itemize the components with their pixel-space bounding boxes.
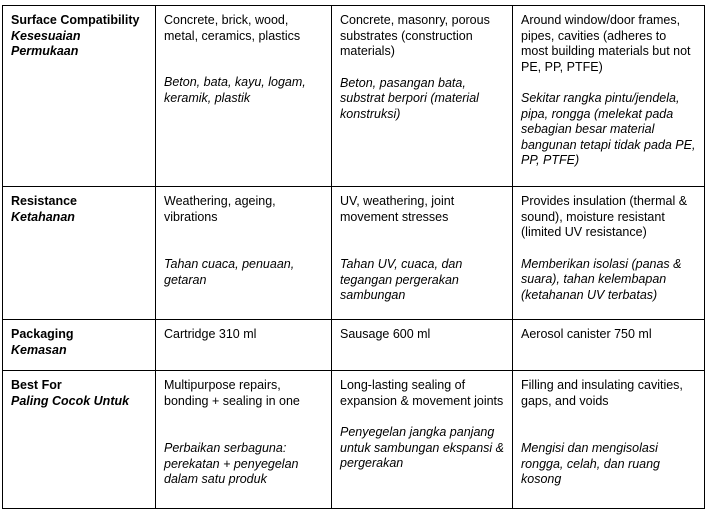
comparison-table [2, 5, 705, 509]
table-cell [513, 187, 705, 320]
cell-text-en: Filling and insulating cavities, gaps, and voids [521, 378, 683, 408]
table-cell [332, 320, 513, 371]
row-header-cell [3, 320, 156, 371]
row-header-en: Surface Compatibility [11, 13, 140, 27]
cell-text-id: Beton, bata, kayu, logam, keramik, plastik [164, 75, 306, 105]
table-cell [513, 6, 705, 187]
table-cell [513, 320, 705, 371]
row-header-id: Kesesuaian Permukaan [11, 28, 81, 58]
table-cell [156, 187, 332, 320]
row-header-cell [3, 187, 156, 320]
table-cell [156, 6, 332, 187]
cell-text-en: Concrete, masonry, porous substrates (construction materials) [340, 13, 490, 58]
cell-text-id: Beton, pasangan bata, substrat berpori (material konstruksi) [340, 75, 479, 121]
cell-text-id: Tahan UV, cuaca, dan tegangan pergerakan sambungan [340, 257, 463, 302]
cell-text-en: Long-lasting sealing of expansion & movement joints [340, 378, 504, 408]
cell-text-en: Sausage 600 ml [340, 327, 431, 341]
row-header-en: Resistance [11, 194, 78, 208]
table-row-surface-compatibility [3, 6, 705, 187]
cell-text-id: Penyegelan jangka panjang untuk sambungan ekspansi & pergerakan [340, 425, 504, 470]
row-header-id: Paling Cocok Untuk [11, 393, 130, 408]
row-header-en: Packaging [11, 327, 74, 341]
cell-text-en: Aerosol canister 750 ml [521, 327, 652, 341]
table-cell [332, 6, 513, 187]
row-header-cell [3, 6, 156, 187]
cell-text-id: Sekitar rangka pintu/jendela, pipa, rongga (melekat pada sebagian besar material bangunan tetapi tidak pada PE, PP, PTFE) [521, 91, 696, 167]
cell-text-en: Multipurpose repairs, bonding + sealing in one [164, 378, 300, 408]
cell-text-en: Cartridge 310 ml [164, 327, 257, 341]
cell-text-id: Mengisi dan mengisolasi rongga, celah, dan ruang kosong [521, 441, 660, 486]
cell-text-en: Provides insulation (thermal & sound), moisture resistant (limited UV resistance) [521, 194, 688, 239]
table-row-packaging [3, 320, 705, 371]
cell-text-en: UV, weathering, joint movement stresses [340, 194, 455, 224]
table-row-resistance [3, 187, 705, 320]
cell-text-en: Weathering, ageing, vibrations [164, 194, 276, 224]
cell-text-id: Tahan cuaca, penuaan, getaran [164, 257, 295, 287]
row-header-en: Best For [11, 378, 62, 392]
cell-text-id: Perbaikan serbaguna: perekatan + penyegelan dalam satu produk [164, 441, 299, 486]
table-cell [332, 187, 513, 320]
table-cell [156, 320, 332, 371]
row-header-id: Ketahanan [11, 209, 75, 224]
cell-text-id: Memberikan isolasi (panas & suara), tahan kelembapan (ketahanan UV terbatas) [521, 256, 682, 302]
cell-text-en: Concrete, brick, wood, metal, ceramics, plastics [164, 13, 301, 43]
cell-text-en: Around window/door frames, pipes, cavities (adheres to most building materials but not PE, PP, PTFE) [521, 13, 691, 74]
row-header-id: Kemasan [11, 342, 67, 357]
